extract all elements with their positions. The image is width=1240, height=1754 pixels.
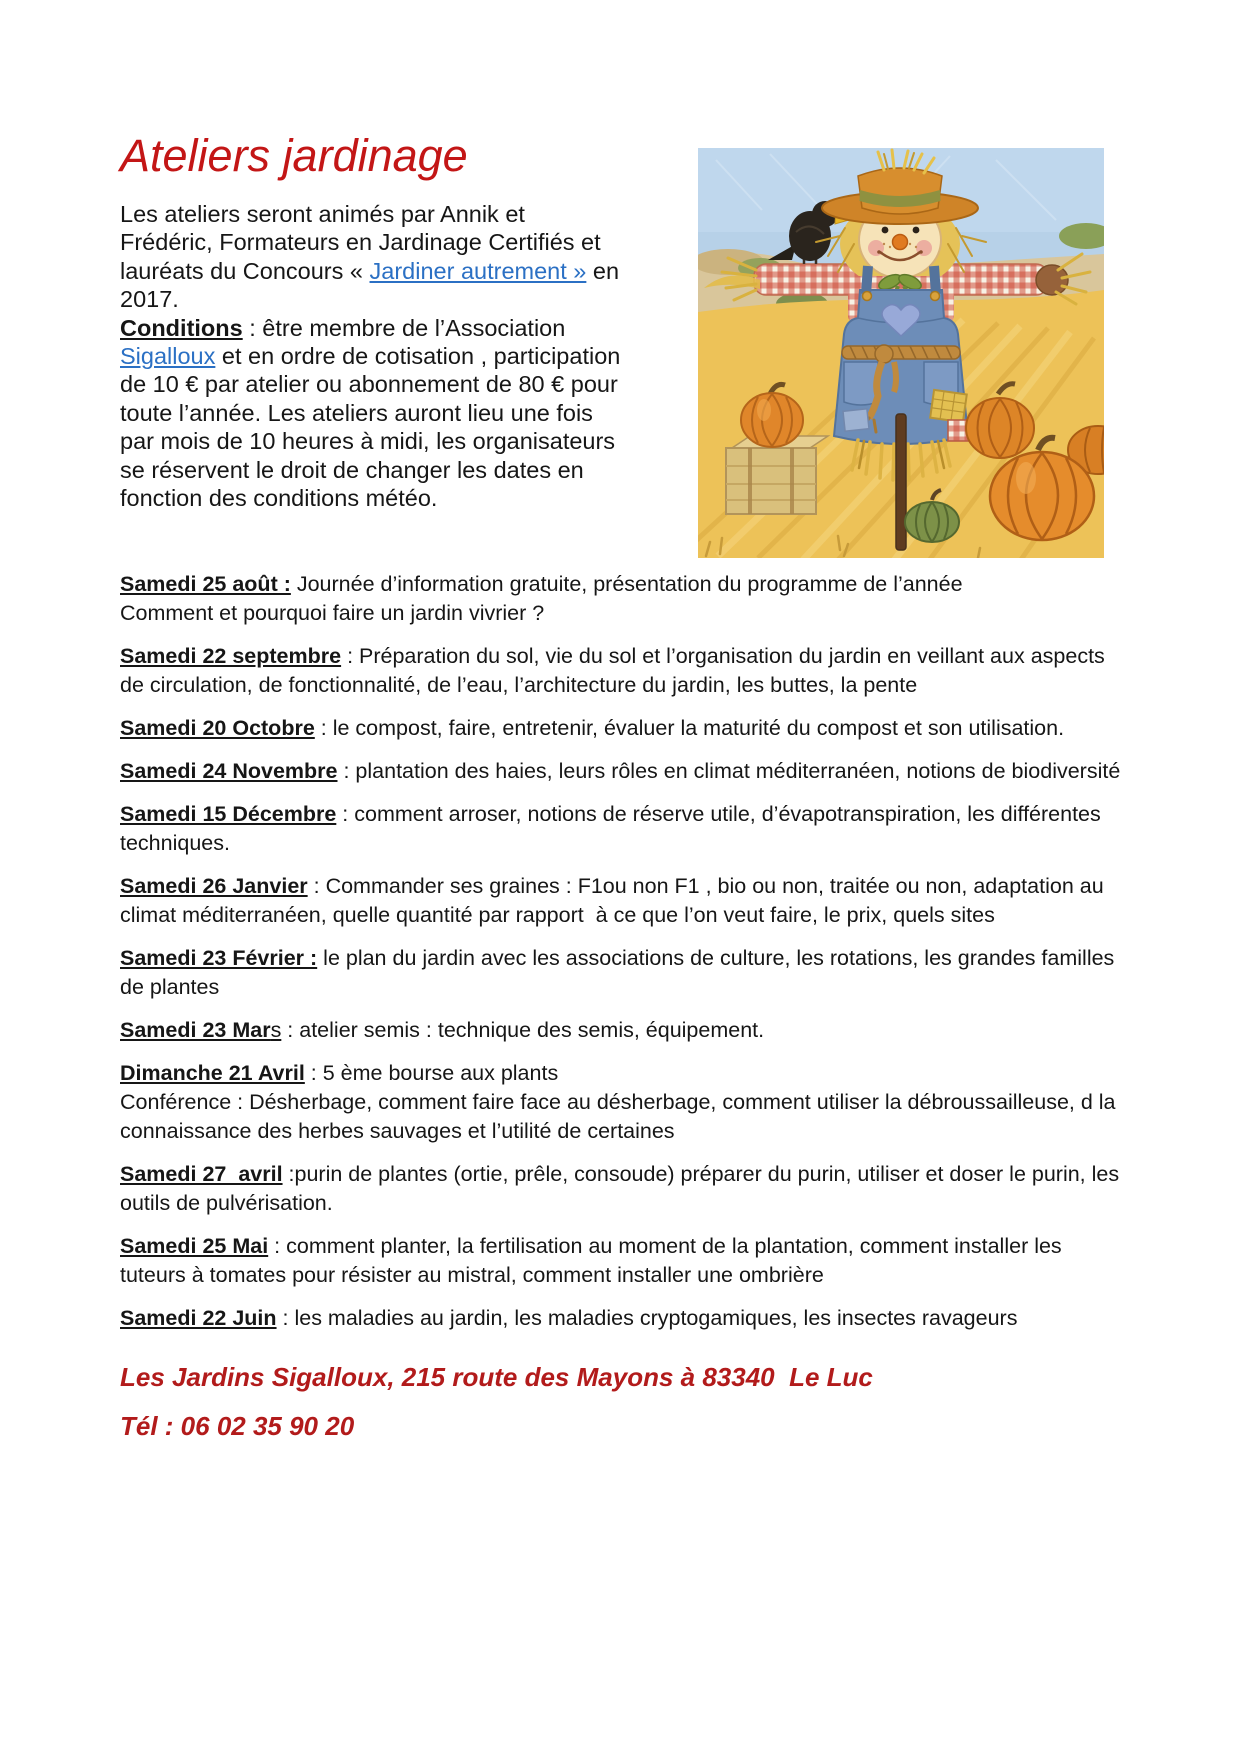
address-line: Les Jardins Sigalloux, 215 route des Mayons à 83340 Le Luc [120,1362,873,1392]
workshop-entry [120,757,1126,786]
workshop-list [120,570,1126,1333]
text-segment: : les maladies au jardin, les maladies cryptogamiques, les insectes ravageurs [276,1306,1018,1330]
text-segment: Samedi 22 Juin [120,1306,277,1330]
text-segment: Samedi 26 Janvier [120,874,308,898]
text-segment: Samedi 20 Octobre [120,716,315,740]
workshop-entry [120,1016,1126,1045]
text-segment: : Préparation du sol, vie du sol et l’organisation du jardin en veillant aux aspects de circulation, de fonctionnalité, de l’eau, l’architecture du jardin, les buttes, la pente [120,644,1111,697]
text-segment: le plan du jardin avec les associations de culture, les rotations, les grandes familles de plantes [120,946,1121,999]
text-segment: Samedi 27 avril [120,1162,283,1186]
text-segment: : comment planter, la fertilisation au moment de la plantation, comment installer les tuteurs à tomates pour résister au mistral, comment installer une ombrière [120,1234,1068,1287]
text-segment: : être membre de l’Association [242,314,572,341]
text-segment: : plantation des haies, leurs rôles en climat méditerranéen, notions de biodiversité [337,759,1121,783]
text-segment: Samedi 22 septembre [120,644,342,668]
scarecrow-field-pumpkins-crow-icon [698,148,1104,558]
text-segment: en 2017. [120,257,626,313]
text-segment: : Commander ses graines : F1ou non F1 , bio ou non, traitée ou non, adaptation au climat méditerranéen, quelle quantité par rapport à ce que l’on veut faire, le prix, quels sites [120,874,1110,927]
workshop-entry [120,570,1126,628]
text-segment: Samedi 23 Mar [120,1018,271,1042]
workshop-entry [120,714,1126,743]
workshop-entry [120,1160,1126,1218]
workshop-entry [120,1232,1126,1290]
text-segment: : atelier semis : technique des semis, équipement. [281,1018,765,1042]
intro-paragraph [120,200,627,512]
workshop-entry [120,1304,1126,1333]
workshop-entry [120,872,1126,930]
hyperlink[interactable]: Jardiner autrement » [369,257,587,284]
text-segment: :purin de plantes (ortie, prêle, consoude) préparer du purin, utiliser et doser le purin, les outils de pulvérisation. [120,1162,1126,1215]
text-segment: et en ordre de cotisation , participation de 10 € par atelier ou abonnement de 80 € pour toute l’année. Les ateliers auront lieu une fois par mois de 10 heures à midi, les organisateurs se réservent le droit de changer les dates en fonction des conditions météo. [120,343,627,512]
workshop-entry [120,944,1126,1002]
text-segment: Comment et pourquoi faire un jardin vivrier ? [120,601,545,625]
workshop-entry [120,642,1126,700]
text-segment: Samedi 25 Mai [120,1234,269,1258]
text-segment: Dimanche 21 Avril [120,1061,305,1085]
text-segment: Samedi 23 Février : [120,946,318,970]
text-segment: Conditions [120,314,243,341]
workshop-entry [120,1059,1126,1146]
text-segment: Samedi 25 août : [120,572,291,596]
text-segment: Conférence : Désherbage, comment faire face au désherbage, comment utiliser la débroussailleuse, d la connaissance des herbes sauvages et l’utilité de certaines [120,1090,1122,1143]
text-segment: : 5 ème bourse aux plants [304,1061,559,1085]
text-segment: Samedi 24 Novembre [120,759,338,783]
scarecrow-illustration [698,148,1104,558]
text-segment: s [270,1018,282,1042]
workshop-entry [120,800,1126,858]
text-segment: Journée d’information gratuite, présentation du programme de l’année [290,572,963,596]
text-segment: Les ateliers seront animés par Annik et Frédéric, Formateurs en Jardinage Certifiés et lauréats du Concours « [120,201,608,284]
phone-line: Tél : 06 02 35 90 20 [120,1411,355,1441]
text-segment: : le compost, faire, entretenir, évaluer la maturité du compost et son utilisation. [314,716,1065,740]
text-segment: : comment arroser, notions de réserve utile, d’évapotranspiration, les différentes techniques. [120,802,1107,855]
text-segment: Samedi 15 Décembre [120,802,337,826]
page-title: Ateliers jardinage [120,130,468,181]
main-content [120,556,1126,1441]
footer-address-block [120,1362,1126,1441]
hyperlink[interactable]: Sigalloux [120,343,216,370]
